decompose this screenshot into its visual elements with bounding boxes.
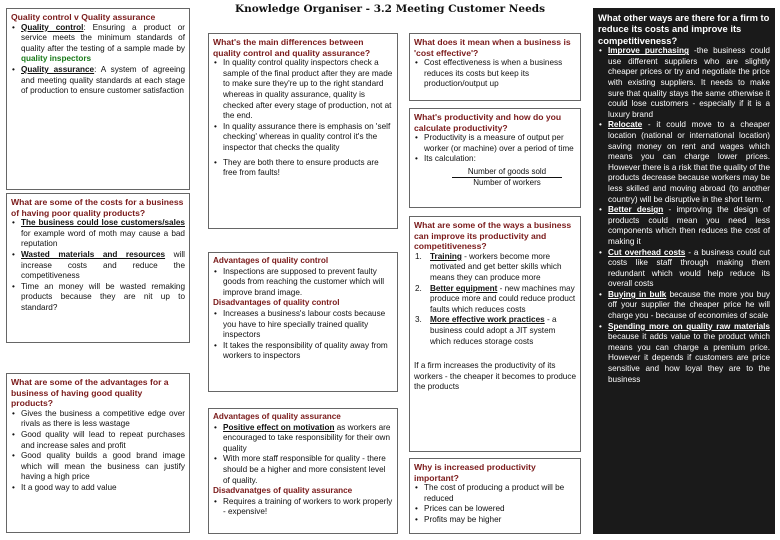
- list-item: [598, 205, 770, 247]
- list-item: [598, 120, 770, 205]
- list-item: [414, 284, 576, 316]
- other-ways-heading: What other ways are there for a firm to reduce its costs and improve its competitiveness?: [598, 12, 770, 46]
- list-item: • Good quality will lead to repeat purchases and increase sales and profit: [11, 430, 185, 451]
- term: Cut overhead costs: [608, 247, 686, 257]
- term: Relocate: [608, 120, 643, 130]
- list-item: • Requires a training of workers to work properly - expensive!: [213, 497, 393, 518]
- increased-productivity-heading: Why is increased productivity important?: [414, 462, 536, 483]
- list-item: [598, 322, 770, 386]
- term: Positive effect on motivation: [223, 422, 335, 432]
- formula-denominator: Number of workers: [473, 177, 541, 187]
- list-item: • Increases a business's labour costs because you have to hire specially trained quality inspectors: [213, 309, 393, 341]
- improve-productivity-heading: What are some of the ways a business can improve its productivity and competitiveness?: [414, 220, 572, 252]
- both-note: • They are both there to ensure products are free from faults!: [213, 158, 393, 179]
- term: Training: [430, 251, 462, 261]
- differences-box: [208, 33, 398, 229]
- item-text: will increase costs and reduce the competitiveness: [21, 249, 185, 281]
- productivity-formula: [452, 167, 562, 188]
- term: Quality control: [21, 22, 84, 32]
- item-text: - improving the design of products could mean you need less components which then reduces the cost of making it: [608, 205, 770, 246]
- term: Spending more on quality raw materials: [608, 321, 770, 331]
- qa-disadvantages-heading: Disadvanatges of quality assurance: [213, 486, 353, 496]
- item-text: : Ensuring a product or service meets the minimum standards of quality after the testing of a sample made by: [21, 22, 185, 53]
- item-text: - workers become more motivated and get better skills which means they can produce more: [430, 251, 562, 282]
- list-item: • Good quality builds a good brand image which will mean the business can justify having a high price: [11, 451, 185, 483]
- term: Better design: [608, 205, 664, 215]
- term: The business could lose customers/sales: [21, 218, 185, 228]
- item-number: 3.: [415, 315, 422, 325]
- list-item: • In quality control quality inspectors check a sample of the final product after they are made to make sure they're up to the right standard whereas in quality assurance, quality is checked after every stage of production, not at the end.: [213, 58, 393, 122]
- list-item: • Inspections are supposed to prevent faulty goods from reaching the customer which will improve brand image.: [213, 267, 393, 299]
- item-text: because it adds value to the product which means you can charge a premium price. However it depends if customers are price sensitive and how loyal they are to the business: [608, 332, 770, 384]
- qc-vs-qa-heading: Quality control v Quality assurance: [11, 12, 156, 22]
- productivity-heading: What's productivity and how do you calculate productivity?: [414, 112, 562, 133]
- item-number: 1.: [415, 251, 422, 261]
- list-item: [213, 423, 393, 455]
- term: Quality assurance: [21, 64, 95, 74]
- differences-heading: What's the main differences between quality control and quality assurance?: [213, 37, 371, 58]
- qc-vs-qa-box: [6, 8, 190, 190]
- list-item: • Prices can be lowered: [414, 504, 576, 515]
- item-text: With more staff responsible for quality - there should be a higher and more consistent level of quality.: [223, 454, 386, 485]
- list-item: [11, 218, 185, 250]
- item-text: - new machines may produce more and could reduce product faults which reduces costs: [430, 283, 576, 314]
- list-item: [11, 250, 185, 282]
- qc-advantages-heading: Advantages of quality control: [213, 256, 329, 265]
- list-item: [598, 290, 770, 322]
- list-item: • The cost of producing a product will be reduced: [414, 483, 576, 504]
- qa-adv-dis-box: [208, 408, 398, 534]
- item-text: as workers are encouraged to take responsibility for their own quality: [223, 422, 391, 453]
- list-item: [598, 248, 770, 290]
- improve-productivity-box: [409, 216, 581, 452]
- highlight-text: quality inspectors: [21, 54, 92, 64]
- item-text: for example word of moth may cause a bad reputation: [21, 228, 185, 249]
- list-item: • In quality assurance there is emphasis on 'self checking' whereas in quality control it's the inspector that checks the quality: [213, 122, 393, 154]
- list-item: [414, 252, 576, 284]
- increased-productivity-box: [409, 458, 581, 534]
- productivity-box: [409, 108, 581, 208]
- qc-disadvantages-heading: Disadvantages of quality control: [213, 298, 340, 308]
- item-text: Time an money will be wasted remaking products because they are nit up to standard?: [21, 281, 185, 312]
- page-title: Knowledge Organiser - 3.2 Meeting Customer Needs: [234, 3, 546, 15]
- term: Wasted materials and resources: [21, 249, 166, 259]
- term: Improve purchasing: [608, 46, 689, 56]
- item-text: - it could move to a cheaper location (national or international location) saving money on rent and wages which means you can charge lower prices. However there is a risk that the quality of the products decrease because workers may be less skilled and moving abroad (to another country) will be disruptive in the short term.: [608, 120, 770, 204]
- list-item: [213, 454, 393, 486]
- list-item: • Cost effectiveness is when a business reduces its costs but keep its production/output up: [414, 58, 576, 90]
- list-item: [11, 65, 185, 97]
- list-item: • It a good way to add value: [11, 483, 185, 494]
- other-ways-box: [593, 8, 775, 534]
- list-item: • Productivity is a measure of output per worker (or machine) over a period of time: [414, 133, 576, 154]
- qa-advantages-heading: Advantages of quality assurance: [213, 412, 341, 421]
- advantages-good-quality-box: [6, 373, 190, 533]
- costs-heading: What are some of the costs for a business of having poor quality products?: [11, 197, 184, 218]
- costs-poor-quality-box: [6, 193, 190, 343]
- list-item: • Profits may be higher: [414, 515, 576, 526]
- list-item: [414, 315, 576, 347]
- item-text: because the more you buy off your supplier the cheaper price he will charge you - because of economies of scale: [608, 289, 770, 321]
- term: More effective work practices: [430, 315, 545, 325]
- cost-effective-heading: What does it mean when a business is 'cost effective'?: [414, 37, 571, 58]
- list-item: • It takes the responsibility of quality away from workers to inspectors: [213, 341, 393, 362]
- item-text: - a business could adopt a JIT system which reduces storage costs: [430, 315, 557, 346]
- cost-effective-box: [409, 33, 581, 101]
- list-item: [11, 282, 185, 314]
- list-item: [11, 23, 185, 65]
- list-item: [598, 46, 770, 120]
- item-number: 2.: [415, 283, 422, 293]
- item-text: : A system of agreeing and meeting quality standards at each stage of production to ensure customer satisfaction: [21, 64, 185, 96]
- productivity-conclusion: If a firm increases the productivity of its workers - the cheaper it becomes to produce the products: [414, 361, 577, 392]
- item-text: -the business could use different suppliers who are slightly cheaper prices or try and negotiate the price with existing suppliers. It needs to make sure that quality stays the same otherwise it could lose customers - especially if it is a luxury brand: [608, 46, 770, 119]
- item-text: - a business could cut costs like staff through making them redundant which would help reduce its overall costs: [608, 247, 771, 289]
- list-item: • Gives the business a competitive edge over rivals as there is less wastage: [11, 409, 185, 430]
- term: Better equipment: [430, 283, 498, 293]
- formula-numerator: Number of goods sold: [452, 167, 562, 178]
- list-item: • Its calculation:: [414, 154, 576, 165]
- qc-adv-dis-box: [208, 252, 398, 392]
- advantages-heading: What are some of the advantages for a business of having good quality products?: [11, 377, 169, 409]
- term: Buying in bulk: [608, 289, 667, 299]
